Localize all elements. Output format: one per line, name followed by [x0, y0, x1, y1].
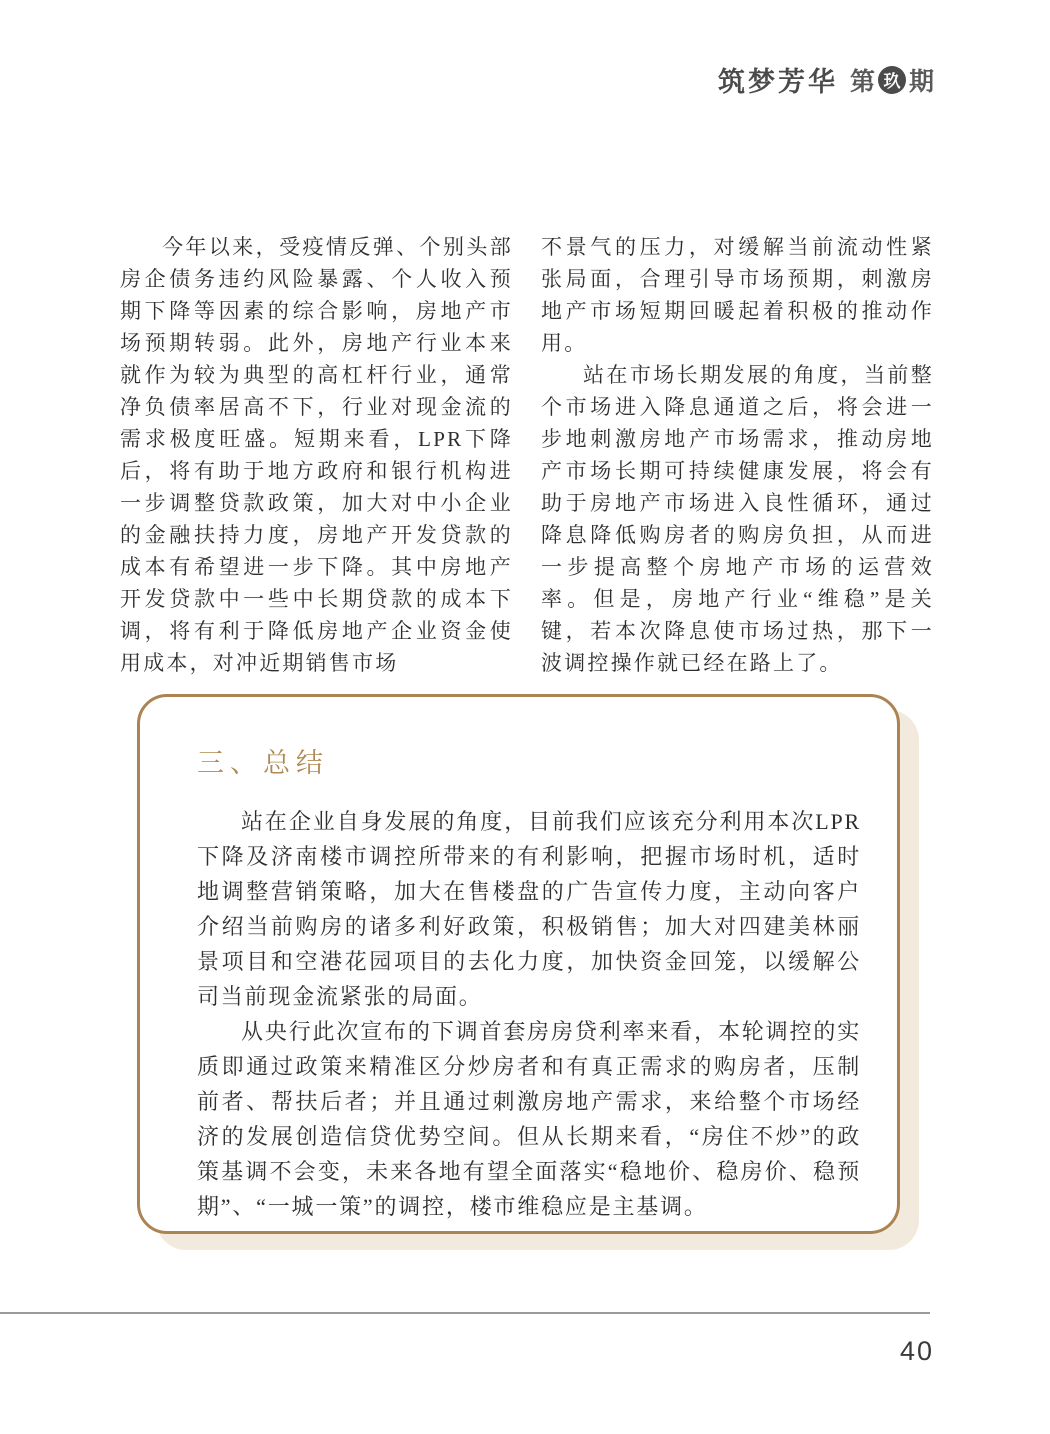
- page-header: [718, 60, 934, 99]
- article-column-2: [541, 231, 934, 679]
- issue-suffix: 期: [908, 67, 934, 96]
- magazine-title: 筑梦芳华: [717, 67, 838, 97]
- summary-title: 三、总结: [197, 748, 329, 778]
- article-paragraph-1: 今年以来，受疫情反弹、个别头部房企债务违约风险暴露、个人收入预期下降等因素的综合影响，房地产市场预期转弱。此外，房地产行业本来就作为较为典型的高杠杆行业，通常净负债率居高不下，行业对现金流的需求极度旺盛。短期来看，LPR下降后，将有助于地方政府和银行机构进一步调整贷款政策，加大对中小企业的金融扶持力度，房地产开发贷款的成本有希望进一步下降。其中房地产开发贷款中一些中长期贷款的成本下调，将有利于降低房地产企业资金使用成本，对冲近期销售市场: [120, 235, 513, 675]
- issue-prefix: 第: [849, 67, 875, 96]
- article-body: [120, 231, 934, 679]
- summary-box: [137, 694, 900, 1234]
- summary-paragraph-1: 站在企业自身发展的角度，目前我们应该充分利用本次LPR下降及济南楼市调控所带来的有利影响，把握市场时机，适时地调整营销策略，加大在售楼盘的广告宣传力度，主动向客户介绍当前购房的诸多利好政策，积极销售；加大对四建美林丽景项目和空港花园项目的去化力度，加快资金回笼，以缓解公司当前现金流紧张的局面。: [197, 809, 861, 1009]
- footer-rule: [0, 1312, 930, 1314]
- issue-number-badge: [878, 66, 906, 94]
- issue-label: [850, 62, 934, 98]
- article-paragraph-2: 站在市场长期发展的角度，当前整个市场进入降息通道之后，将会进一步地刺激房地产市场需求，推动房地产市场长期可持续健康发展，将会有助于房地产市场进入良性循环，通过降息降低购房者的购房负担，从而进一步提高整个房地产市场的运营效率。但是，房地产行业“维稳”是关键，若本次降息使市场过热，那下一波调控操作就已经在路上了。: [541, 363, 934, 675]
- page-number: 40: [899, 1336, 935, 1366]
- summary-paragraph-2: 从央行此次宣布的下调首套房房贷利率来看，本轮调控的实质即通过政策来精准区分炒房者和有真正需求的购房者，压制前者、帮扶后者；并且通过刺激房地产需求，来给整个市场经济的发展创造信贷优势空间。但从长期来看，“房住不炒”的政策基调不会变，未来各地有望全面落实“稳地价、稳房价、稳预期”、“一城一策”的调控，楼市维稳应是主基调。: [197, 1019, 861, 1219]
- article-column-1: [120, 231, 513, 679]
- issue-number: 玖: [883, 72, 901, 91]
- article-paragraph-1-continued: 不景气的压力，对缓解当前流动性紧张局面，合理引导市场预期，刺激房地产市场短期回暖起着积极的推动作用。: [541, 235, 934, 355]
